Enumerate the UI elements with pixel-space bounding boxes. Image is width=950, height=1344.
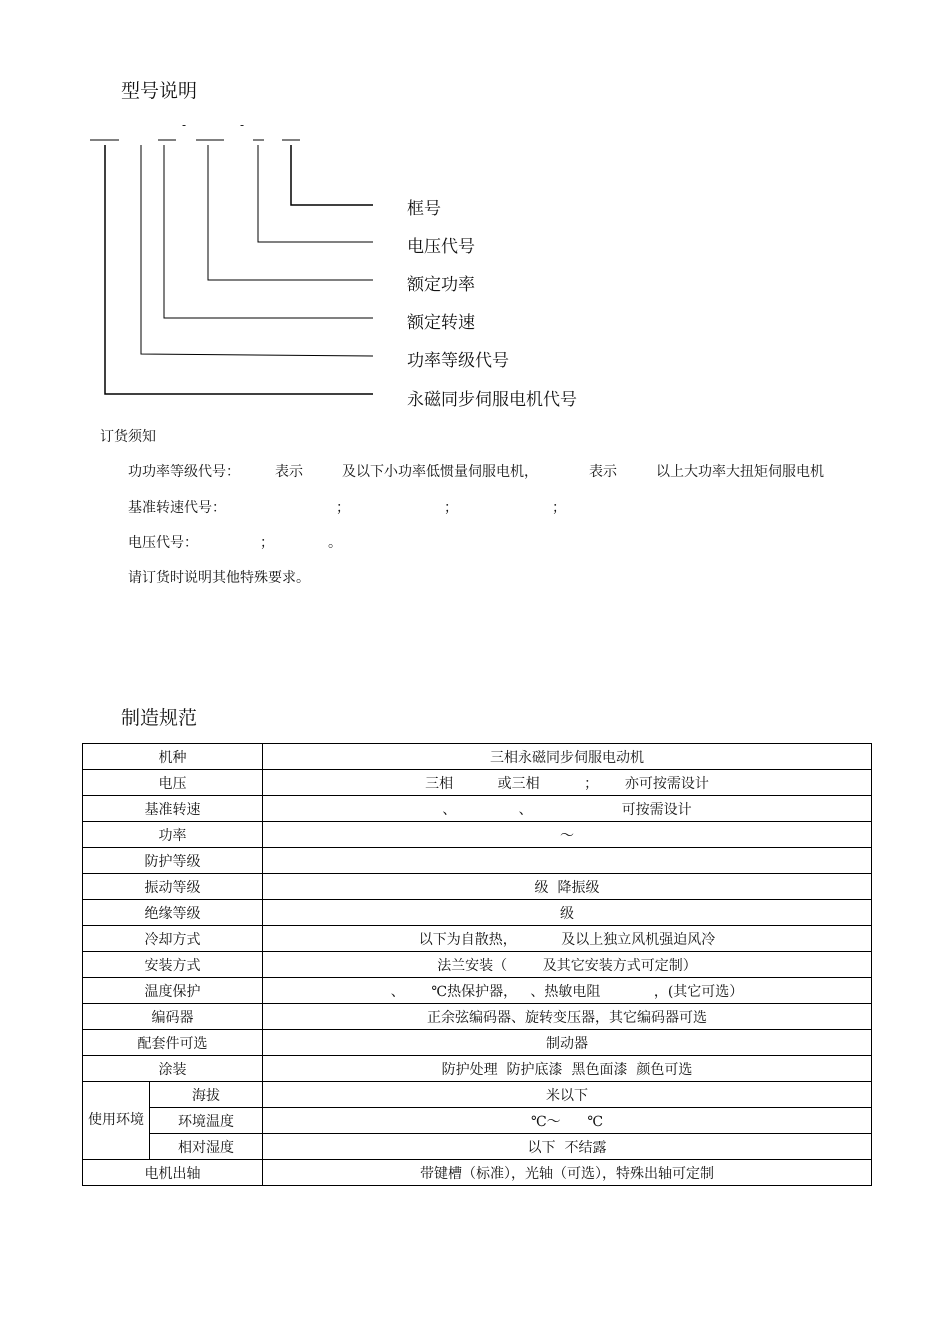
model-section-title: 型号说明 [121, 80, 198, 102]
order-line-2-prefix: 基准转速代号： [128, 500, 226, 516]
spec-value: 三相 或三相 ； 亦可按需设计 [263, 770, 872, 796]
spec-name: 绝缘等级 [83, 900, 263, 926]
label-frame-number: 框号 [407, 199, 441, 219]
spec-name: 涂装 [83, 1056, 263, 1082]
spec-value [263, 848, 872, 874]
code-separator-1: - [182, 118, 187, 132]
order-line-3-end: 。 [328, 535, 342, 551]
table-row [83, 1004, 872, 1030]
spec-value: 防护处理 防护底漆 黑色面漆 颜色可选 [263, 1056, 872, 1082]
order-line-3-sep1: ； [260, 535, 274, 551]
spec-table [82, 743, 872, 1186]
spec-name: 海拔 [150, 1082, 263, 1108]
table-row [83, 1030, 872, 1056]
leader-power-class [141, 145, 373, 356]
table-row [83, 848, 872, 874]
label-motor-code: 永磁同步伺服电机代号 [407, 390, 577, 410]
order-line-4: 请订货时说明其他特殊要求。 [128, 570, 310, 586]
spec-value: 、 、 可按需设计 [263, 796, 872, 822]
spec-value: 以下为自散热， 及以上独立风机强迫风冷 [263, 926, 872, 952]
spec-value: ～ [263, 822, 872, 848]
table-row [83, 744, 872, 770]
order-line-1-t1: 表示 [275, 464, 303, 480]
spec-name: 防护等级 [83, 848, 263, 874]
table-row [83, 926, 872, 952]
spec-name: 温度保护 [83, 978, 263, 1004]
spec-name: 电机出轴 [83, 1160, 263, 1186]
spec-value: 以下 不结露 [263, 1134, 872, 1160]
table-row [83, 1134, 872, 1160]
leader-speed [164, 145, 373, 318]
spec-name: 编码器 [83, 1004, 263, 1030]
spec-value: 带键槽（标准），光轴（可选），特殊出轴可定制 [263, 1160, 872, 1186]
table-row [83, 874, 872, 900]
table-row [83, 1108, 872, 1134]
label-voltage-code: 电压代号 [407, 237, 475, 257]
spec-value: 制动器 [263, 1030, 872, 1056]
spec-name: 环境温度 [150, 1108, 263, 1134]
table-row [83, 770, 872, 796]
table-row [83, 796, 872, 822]
order-line-2-sep3: ； [552, 500, 566, 516]
leader-voltage [258, 145, 373, 242]
spec-value: 法兰安装（ 及其它安装方式可定制） [263, 952, 872, 978]
spec-value: 正余弦编码器、旋转变压器，其它编码器可选 [263, 1004, 872, 1030]
table-row [83, 900, 872, 926]
order-notes-title: 订货须知 [100, 429, 156, 445]
leader-frame [291, 145, 373, 205]
spec-name: 安装方式 [83, 952, 263, 978]
order-line-1-t4: 以上大功率大扭矩伺服电机 [656, 464, 824, 480]
spec-value: 级 [263, 900, 872, 926]
label-power-class-code: 功率等级代号 [407, 351, 509, 371]
spec-name: 机种 [83, 744, 263, 770]
order-line-2-sep1: ； [336, 500, 350, 516]
spec-section-title: 制造规范 [121, 707, 198, 729]
env-group-label: 使用环境 [83, 1082, 150, 1160]
leader-motor-code [105, 145, 373, 394]
order-line-2-sep2: ； [444, 500, 458, 516]
spec-value: 级 降振级 [263, 874, 872, 900]
order-line-1-t3: 表示 [589, 464, 617, 480]
spec-name: 相对湿度 [150, 1134, 263, 1160]
order-line-3-prefix: 电压代号： [128, 535, 198, 551]
spec-name: 基准转速 [83, 796, 263, 822]
spec-name: 冷却方式 [83, 926, 263, 952]
spec-value: 三相永磁同步伺服电动机 [263, 744, 872, 770]
label-rated-speed: 额定转速 [407, 313, 475, 333]
table-row [83, 978, 872, 1004]
order-line-1-t2: 及以下小功率低惯量伺服电机， [342, 464, 538, 480]
code-separator-2: - [240, 118, 245, 132]
spec-name: 配套件可选 [83, 1030, 263, 1056]
spec-name: 振动等级 [83, 874, 263, 900]
spec-name: 电压 [83, 770, 263, 796]
table-row [83, 1082, 872, 1108]
label-rated-power: 额定功率 [407, 275, 475, 295]
spec-value: ℃～ ℃ [263, 1108, 872, 1134]
spec-value: 米以下 [263, 1082, 872, 1108]
spec-value: 、 ℃热保护器， 、热敏电阻 ，(其它可选） [263, 978, 872, 1004]
table-row [83, 1160, 872, 1186]
order-line-1-prefix: 功功率等级代号： [128, 464, 240, 480]
table-row [83, 822, 872, 848]
table-row [83, 952, 872, 978]
spec-name: 功率 [83, 822, 263, 848]
table-row [83, 1056, 872, 1082]
